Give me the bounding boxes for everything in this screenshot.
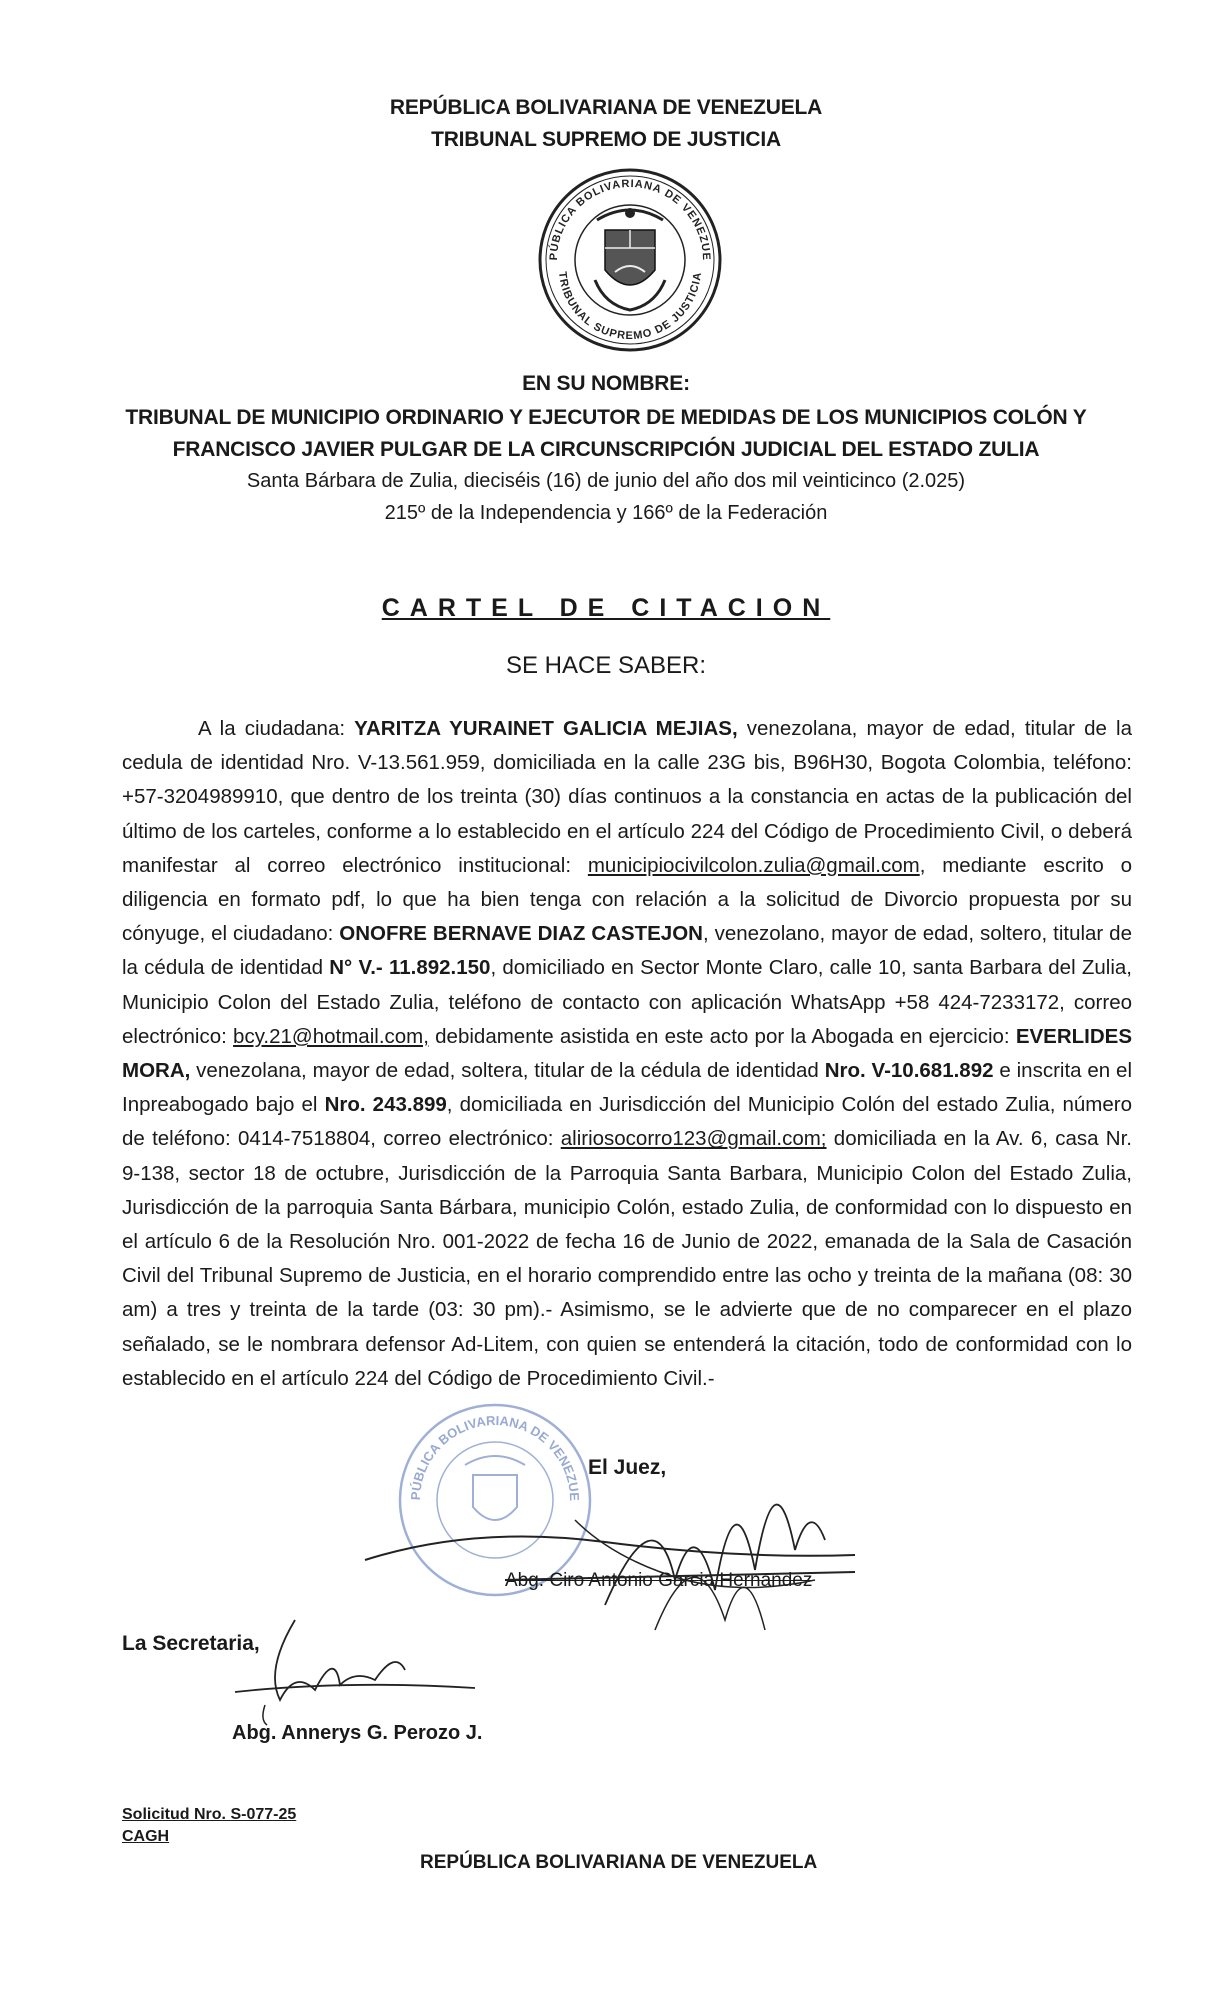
lawyer-name: EVERLIDES MORA, xyxy=(122,1024,1133,1083)
citation-body xyxy=(122,712,1132,1396)
date-line: Santa Bárbara de Zulia, dieciséis (16) de junio del año dos mil veinticinco (2.025) xyxy=(246,470,966,492)
seal-top-text: PÚBLICA BOLIVARIANA DE VENEZUE xyxy=(547,177,713,262)
en-su-nombre: EN SU NOMBRE: xyxy=(522,372,690,395)
footer-republic: REPÚBLICA BOLIVARIANA DE VENEZUELA xyxy=(420,1852,818,1873)
summoned-name: YARITZA YURAINET GALICIA MEJIAS, xyxy=(354,717,738,740)
independence-line: 215º de la Independencia y 166º de la Federación xyxy=(384,502,828,524)
lawyer-id: Nro. V-10.681.892 xyxy=(824,1059,994,1083)
document-title: CARTEL DE CITACION xyxy=(381,594,831,622)
petitioner-email: bcy.21@hotmail.com, xyxy=(233,1024,429,1048)
judge-title: El Juez, xyxy=(588,1456,667,1479)
lawyer-email: aliriosocorro123@gmail.com; xyxy=(560,1127,827,1151)
court-email: municipiocivilcolon.zulia@gmail.com xyxy=(587,853,920,877)
secretary-name: Abg. Annerys G. Perozo J. xyxy=(232,1722,483,1744)
header-tribunal: TRIBUNAL SUPREMO DE JUSTICIA xyxy=(431,128,781,151)
stamp-text: PÚBLICA BOLIVARIANA DE VENEZUE xyxy=(407,1412,583,1502)
court-name-line2: FRANCISCO JAVIER PULGAR DE LA CIRCUNSCRIPCIÓN JUDICIAL DEL ESTADO ZULIA xyxy=(172,438,1040,461)
court-name-line1: TRIBUNAL DE MUNICIPIO ORDINARIO Y EJECUTOR DE MEDIDAS DE LOS MUNICIPIOS COLÓN Y xyxy=(125,406,1087,429)
secretary-signature xyxy=(225,1610,485,1730)
petitioner-id: N° V.- 11.892.150 xyxy=(329,956,491,980)
initials: CAGH xyxy=(122,1828,170,1845)
citation-paragraph: A la ciudadana: YARITZA YURAINET GALICIA MEJIAS, venezolana, mayor de edad, titular de la cedula de identidad Nro. V-13.561.959, domiciliada en la calle 23G bis, B96H30, Bogota Colombia, teléfono: +57-3204989910, que dentro de los treinta (30) días continuos a la constancia en actas de la publicación del último de los carteles, conforme a lo establecido en el artículo 224 del Código de Procedimiento Civil, o deberá manifestar al correo electrónico institucional: municipiocivilcolon.zulia@gmail.com, mediante escrito o diligencia en formato pdf, lo que ha bien tenga con relación a la solicitud de Divorcio propuesta por su cónyuge, el ciudadano: ONOFRE BERNAVE DIAZ CASTEJON, venezolano, mayor de edad, soltero, titular de la cédula de identidad N° V.- 11.892.150, domiciliado en Sector Monte Claro, calle 10, santa Barbara del Zulia, Municipio Colon del Estado Zulia, teléfono de contacto con aplicación WhatsApp +58 424-7233172, correo electrónico: bcy.21@hotmail.com, debidamente asistida en este acto por la Abogada en ejercicio: EVERLIDES MORA, venezolana, mayor de edad, soltera, titular de la cédula de identidad Nro. V-10.681.892 e inscrita en el Inpreabogado bajo el Nro. 243.899, domiciliada en Jurisdicción del Municipio Colón del estado Zulia, número de teléfono: 0414-7518804, correo electrónico: aliriosocorro123@gmail.com; domiciliada en la Av. 6, casa Nr. 9-138, sector 18 de octubre, Jurisdicción de la Parroquia Santa Barbara, Municipio Colon del Estado Zulia, Jurisdicción de la parroquia Santa Bárbara, municipio Colón, estado Zulia, de conformidad con lo dispuesto en el artículo 6 de la Resolución Nro. 001-2022 de fecha 16 de Junio de 2022, emanada de la Sala de Casación Civil del Tribunal Supremo de Justicia, en el horario comprendido entre las ocho y treinta de la mañana (08: 30 am) a tres y treinta de la tarde (03: 30 pm).- Asimismo, se le advierte que de no comparecer en el plazo señalado, se le nombrara defensor Ad-Litem, con quien se entenderá la citación, todo de conformidad con lo establecido en el artículo 224 del Código de Procedimiento Civil.- xyxy=(122,717,1133,1390)
seal-bottom-text: TRIBUNAL SUPREMO DE JUSTICIA xyxy=(556,270,705,343)
judge-name: Abg. Ciro Antonio Garcia Hernandez xyxy=(505,1570,813,1591)
document-subtitle: SE HACE SABER: xyxy=(505,652,707,679)
inpreabogado-number: Nro. 243.899 xyxy=(324,1093,447,1117)
secretary-title: La Secretaria, xyxy=(122,1632,260,1655)
solicitud-number: Solicitud Nro. S-077-25 xyxy=(122,1806,297,1823)
petitioner-name: ONOFRE BERNAVE DIAZ CASTEJON xyxy=(339,922,703,946)
header-republic: REPÚBLICA BOLIVARIANA DE VENEZUELA xyxy=(389,96,823,119)
tsj-seal xyxy=(535,160,725,355)
